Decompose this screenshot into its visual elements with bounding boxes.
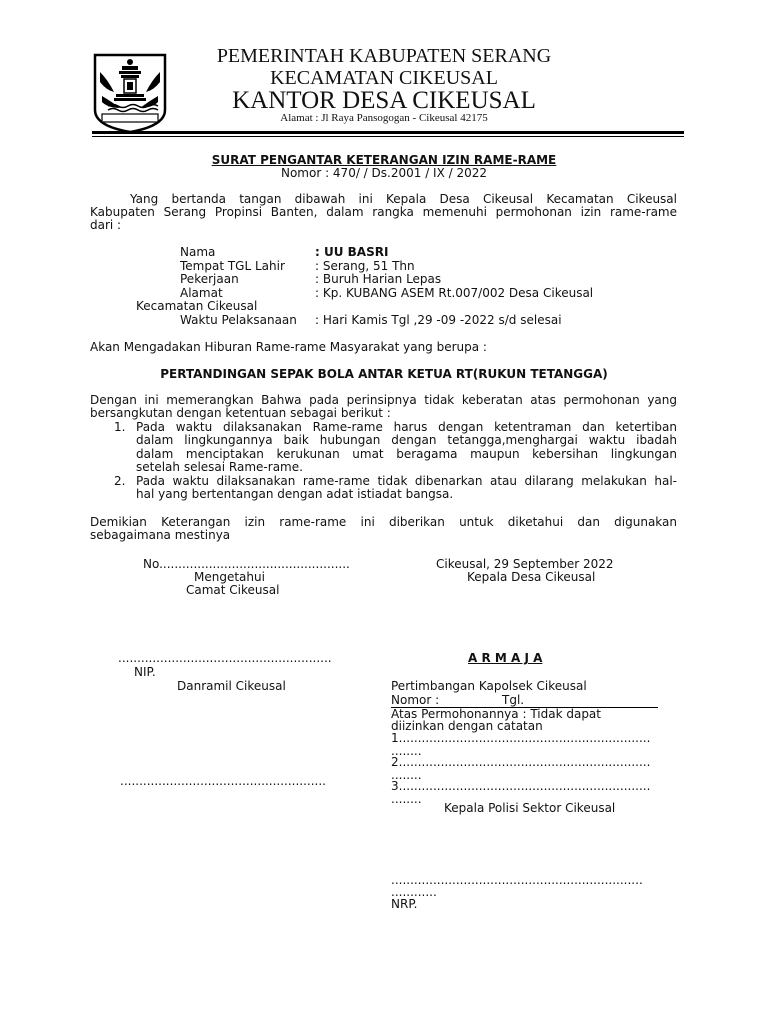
kapolsek-note-line: 2.................................................................. — [391, 755, 651, 769]
field-label-birth: Tempat TGL Lahir — [180, 259, 285, 273]
kapolsek-note-cont: ........ — [391, 768, 422, 782]
letterhead-rule-thick — [92, 131, 684, 134]
condition-line: hal yang bertentangan dengan adat istiadat bangsa. — [136, 487, 454, 501]
village-head-name: A R M A J A — [468, 651, 543, 665]
field-label-name: Nama — [180, 245, 216, 259]
left-sign-line-2: ...................................................... — [120, 774, 326, 788]
condition-line: Pada waktu dilaksanakan Rame-rame harus dengan ketentraman dan ketertiban — [136, 420, 677, 434]
left-nip: NIP. — [134, 665, 156, 679]
right-village-head-title: Kepala Desa Cikeusal — [467, 570, 596, 584]
kapolsek-title: Pertimbangan Kapolsek Cikeusal — [391, 679, 587, 693]
letterhead-village-office: KANTOR DESA CIKEUSAL — [232, 87, 536, 114]
left-acknowledged: Mengetahui — [194, 570, 265, 584]
letter-title: SURAT PENGANTAR KETERANGAN IZIN RAME-RAME — [211, 153, 557, 167]
kapolsek-signer-title: Kepala Polisi Sektor Cikeusal — [444, 801, 616, 815]
intro-line-3: dari : — [90, 218, 122, 232]
consent-line-1: Dengan ini memerangkan Bahwa pada perinsipnya tidak keberatan atas permohonan yang — [90, 393, 677, 407]
condition-line: setelah selesai Rame-rame. — [136, 460, 303, 474]
event-intro: Akan Mengadakan Hiburan Rame-rame Masyarakat yang berupa : — [90, 340, 487, 354]
field-label-time: Waktu Pelaksanaan — [180, 313, 297, 327]
kapolsek-note-line: 1.................................................................. — [391, 731, 651, 745]
condition-number: 1. — [114, 420, 126, 434]
field-value-time: : Hari Kamis Tgl ,29 -09 -2022 s/d selesai — [315, 313, 562, 327]
right-place-date: Cikeusal, 29 September 2022 — [436, 557, 614, 571]
kapolsek-nomor: Nomor : — [391, 693, 440, 707]
kapolsek-sign-line: .................................................................. — [391, 873, 643, 887]
field-label-address: Alamat — [180, 286, 223, 300]
left-danramil-title: Danramil Cikeusal — [177, 679, 286, 693]
intro-line-1: Yang bertanda tangan dibawah ini Kepala Desa Cikeusal Kecamatan Cikeusal — [130, 192, 677, 206]
address-continuation: Kecamatan Cikeusal — [136, 299, 258, 313]
letterhead-government: PEMERINTAH KABUPATEN SERANG — [216, 45, 552, 67]
consent-line-2: bersangkutan dengan ketentuan sebagai berikut : — [90, 406, 391, 420]
condition-line: Pada waktu dilaksanakan rame-rame tidak dibenarkan atau dilarang melakukan hal- — [136, 474, 677, 488]
kapolsek-tgl: Tgl. — [502, 693, 525, 707]
letterhead-rule-thin — [92, 136, 684, 137]
condition-number: 2. — [114, 474, 126, 488]
closing-line-2: sebagaimana mestinya — [90, 528, 231, 542]
kapolsek-sign-cont: ............ — [391, 885, 437, 899]
field-value-occupation: : Buruh Harian Lepas — [315, 272, 442, 286]
kapolsek-request: Atas Permohonannya : Tidak dapat — [391, 707, 601, 721]
intro-line-2: Kabupaten Serang Propinsi Banten, dalam rangka memenuhi permohonan izin rame-rame — [90, 205, 677, 219]
closing-line-1: Demikian Keterangan izin rame-rame ini diberikan untuk diketahui dan digunakan — [90, 515, 677, 529]
event-title: PERTANDINGAN SEPAK BOLA ANTAR KETUA RT(RUKUN TETANGGA) — [160, 367, 608, 381]
letter-number: Nomor : 470/ / Ds.2001 / IX / 2022 — [280, 166, 488, 180]
kapolsek-note-line: 3.................................................................. — [391, 779, 651, 793]
condition-line: dalam menciptakan kerukunan umat beragama maupun kebersihan lingkungan — [136, 447, 677, 461]
left-camat-title: Camat Cikeusal — [186, 583, 280, 597]
field-value-name: : UU BASRI — [315, 245, 389, 259]
letterhead-district: KECAMATAN CIKEUSAL — [270, 67, 498, 89]
left-number-line: No.................................................. — [143, 557, 350, 571]
kapolsek-note-cont: ........ — [391, 792, 422, 806]
letterhead-address: Alamat : Jl Raya Pansogogan - Cikeusal 42175 — [280, 112, 488, 124]
field-value-address: : Kp. KUBANG ASEM Rt.007/002 Desa Cikeusal — [315, 286, 594, 300]
left-sign-line: ........................................................ — [118, 651, 332, 665]
condition-line: dalam lingkungannya baik hubungan dengan tetangga,menghargai waktu ibadah — [136, 433, 677, 447]
kapolsek-permitted: diizinkan dengan catatan — [391, 719, 543, 733]
kapolsek-note-cont: ........ — [391, 744, 422, 758]
kapolsek-nrp: NRP. — [391, 897, 418, 911]
field-value-birth: : Serang, 51 Thn — [315, 259, 415, 273]
field-label-occupation: Pekerjaan — [180, 272, 239, 286]
